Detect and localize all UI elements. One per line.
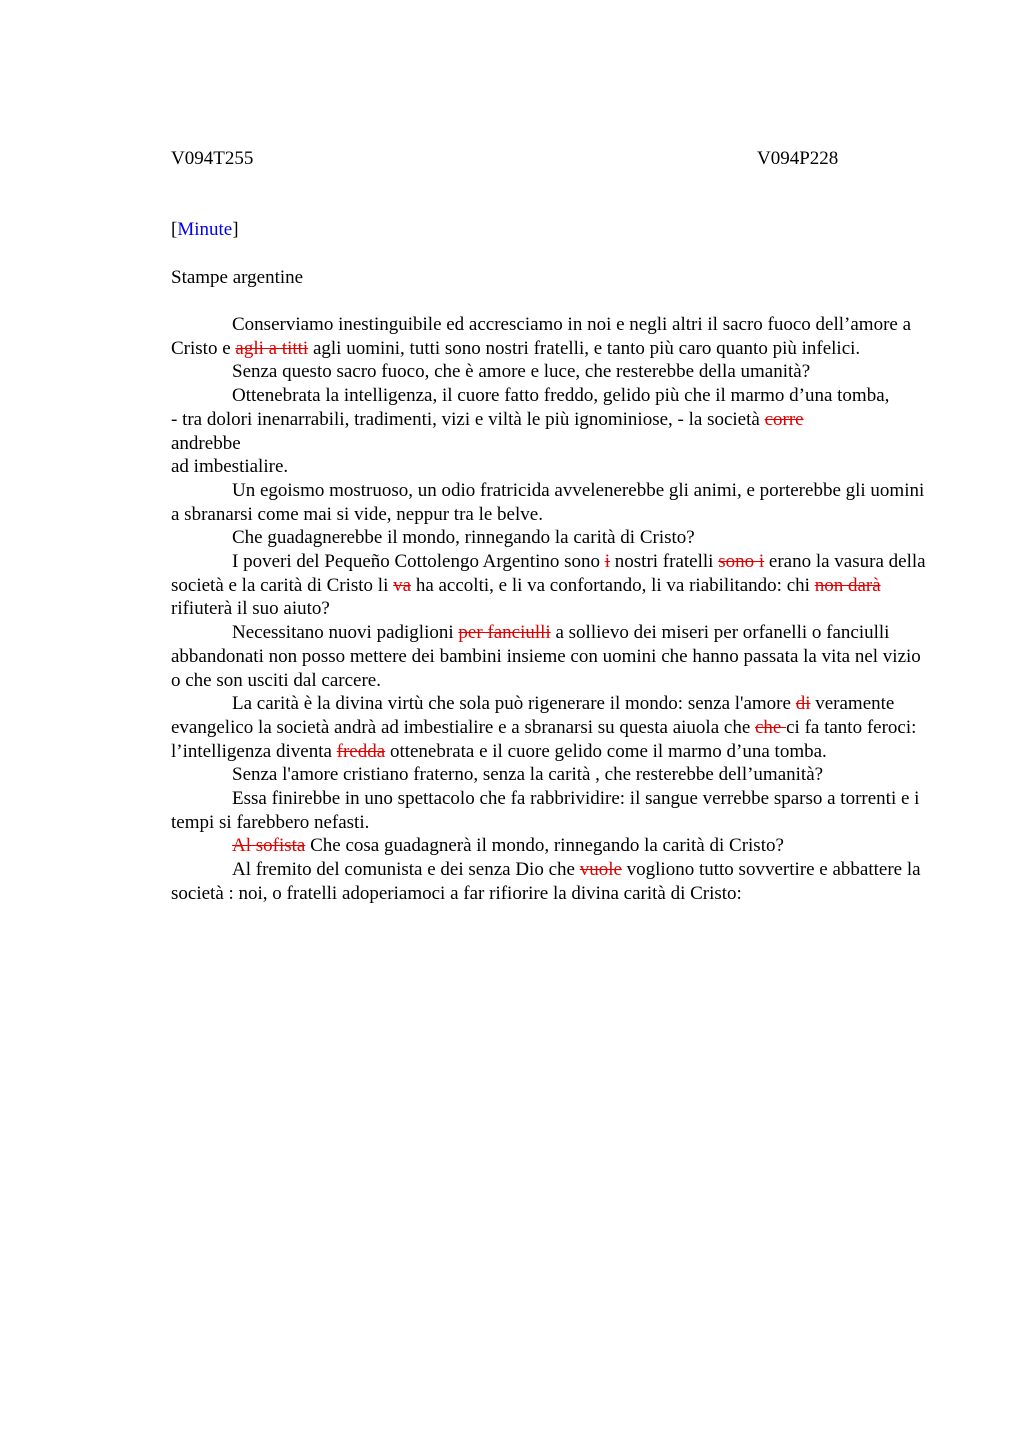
paragraph (171, 526, 931, 550)
text-segment: - tra dolori inenarrabili, tradimenti, vizi e viltà le più ignominiose, - la società (171, 408, 765, 430)
bracket-open: [ (171, 219, 178, 240)
bracket-close: ] (232, 219, 239, 240)
text-segment: andrebbe (171, 432, 241, 454)
deleted-text: vuole (579, 859, 622, 881)
paragraph (171, 787, 931, 834)
text-segment: La carità è la divina virtù che sola può rigenerare il mondo: senza l'amore (232, 693, 796, 715)
text-segment: rifiuterà il suo aiuto? (171, 598, 330, 620)
paragraph (171, 858, 931, 905)
text-segment: Essa finirebbe in uno spettacolo che fa rabbrividire: il sangue verrebbe sparso a torrenti e i tempi si farebbero nefasti. (171, 788, 920, 833)
document-subtitle: Stampe argentine (171, 267, 304, 288)
text-segment: I poveri del Pequeño Cottolengo Argentino sono (232, 551, 605, 573)
deleted-text: non darà (814, 574, 881, 596)
deleted-text: Al sofista (232, 835, 306, 857)
paragraph (171, 621, 931, 692)
document-body (171, 313, 931, 906)
text-segment: ad imbestialire. (171, 456, 289, 478)
text-segment: Necessitano nuovi padiglioni (232, 622, 459, 644)
document-code-left: V094T255 (171, 148, 254, 169)
text-segment: Senza questo sacro fuoco, che è amore e luce, che resterebbe della umanità? (232, 361, 811, 383)
paragraph (171, 313, 931, 360)
deleted-text: va (393, 574, 412, 596)
text-segment: erano la vasura della società e la carità di Cristo li (171, 551, 926, 596)
deleted-text: per fanciulli (458, 622, 551, 644)
text-segment: Conserviamo inestinguibile ed accresciamo in noi e negli altri il sacro fuoco dell’amore a Cristo e (171, 314, 912, 359)
text-segment: Un egoismo mostruoso, un odio fratricida avvelenerebbe gli animi, e porterebbe gli uomini a sbranarsi come mai si vide, neppur tra le belve. (171, 479, 925, 525)
section-label (171, 217, 239, 243)
paragraph (171, 763, 931, 787)
text-segment: ha accolti, e li va confortando, li va riabilitando: chi (411, 574, 815, 596)
text-segment: agli uomini, tutti sono nostri fratelli, e tanto più caro quanto più infelici. (308, 337, 861, 359)
text-segment: Senza l'amore cristiano fraterno, senza la carità , che resterebbe dell’umanità? (232, 764, 824, 786)
deleted-text: sono i (718, 551, 765, 573)
deleted-text: di (795, 693, 811, 715)
text-segment: Che guadagnerebbe il mondo, rinnegando la carità di Cristo? (232, 527, 695, 549)
deleted-text: i (604, 551, 611, 573)
deleted-text: corre (764, 408, 804, 430)
page-code-right: V094P228 (757, 148, 839, 169)
deleted-text: che (755, 716, 787, 738)
text-segment: ci fa tanto feroci: l’intelligenza diventa (171, 716, 917, 762)
paragraph (171, 384, 931, 408)
text-segment: ottenebrata e il cuore gelido come il marmo d’una tomba. (385, 740, 827, 762)
text-segment: Che cosa guadagnerà il mondo, rinnegando la carità di Cristo? (305, 835, 784, 857)
deleted-text: agli a titti (235, 337, 309, 359)
paragraph (171, 834, 931, 858)
paragraph (171, 479, 931, 526)
paragraph (171, 692, 931, 763)
paragraph (171, 408, 931, 432)
document-header (171, 146, 851, 172)
text-segment: vogliono tutto sovvertire e abbattere la società : noi, o fratelli adoperiamoci a far rifiorire la divina carità di Cristo: (171, 859, 921, 904)
minute-link[interactable]: Minute (177, 219, 233, 240)
paragraph (171, 550, 931, 621)
deleted-text: fredda (336, 740, 386, 762)
paragraph (171, 455, 931, 479)
paragraph (171, 432, 931, 456)
text-segment: veramente evangelico la società andrà ad imbestialire e a sbranarsi su questa aiuola che (171, 693, 895, 738)
text-segment: a sollievo dei miseri per orfanelli o fanciulli abbandonati non posso mettere dei bambini insieme con uomini che hanno passata la vita nel vizio o che son usciti dal carcere. (171, 622, 921, 691)
text-segment: nostri fratelli (610, 551, 719, 573)
text-segment: Al fremito del comunista e dei senza Dio che (232, 859, 580, 881)
text-segment: Ottenebrata la intelligenza, il cuore fatto freddo, gelido più che il marmo d’una tomba, (232, 385, 890, 407)
paragraph (171, 360, 931, 384)
